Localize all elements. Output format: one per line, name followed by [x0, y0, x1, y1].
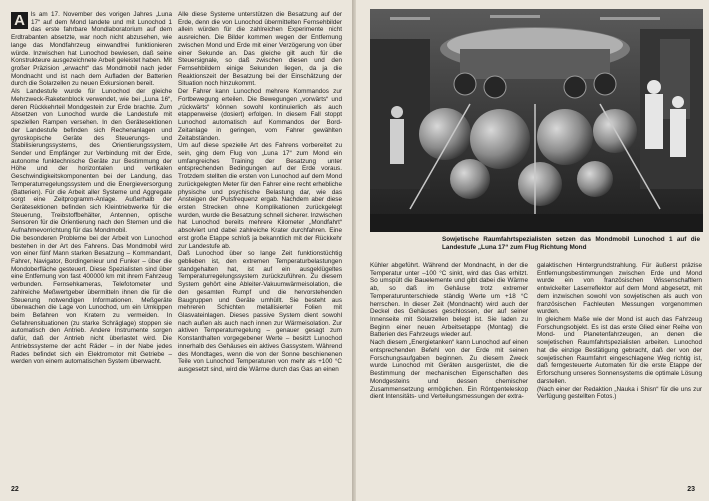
lunochod-photo: [370, 9, 703, 232]
paragraph: ls am 17. November des vorigen Jahres „Luna 17“ auf dem Mond landete und mit Lunochod 1 das erste fahrbare Mondlaboratorium auf dem Erdtrabanten absetzte, war noch nicht abzusehen, wie lange das Mondfahrzeug einwandfrei funktionieren würde. Inzwischen hat Lunochod bewiesen, daß seine Konstrukteure ausgezeichnete Arbeit geleistet haben. Mit großer Präzision „erwacht“ das Mondmobil nach jeder Mondnacht und ist nach dem Aufladen der Batterien durch die Solarzellen zu neuen Exkursionen bereit.: [11, 11, 172, 88]
page-number-left: 22: [11, 486, 19, 493]
paragraph: Um auf diese spezielle Art des Fahrens vorbereitet zu sein, ging dem Flug von „Luna 17“ zum Mond ein umfangreiches Training der Besatzung unter entsprechenden Bedingungen auf der Erde voraus. Trotzdem stellten die ersten von Lunochod auf dem Mond zurückgelegten Meter für den Fahrer eine recht erhebliche physische und psychische Belastung dar, wie das Ansteigen der Pulsfrequenz ergab. Nachdem aber diese ersten Strecken ohne Komplikationen zurückgelegt wurden, wurde die Besatzung schnell sicherer. Inzwischen hat Lunochod bereits mehrere Kilometer „Mondfahrt“ absolviert und dabei zahlreiche Krater durchfahren. Eine erst große Etappe schloß ja bekanntlich mit der Rückkehr zur Landestufe ab.: [178, 142, 342, 250]
right-page: [356, 0, 709, 501]
paragraph: Als Landestufe wurde für Lunochod der gleiche Mehrzweck-Raketenblock verwendet, wie bei „Luna 16“, deren Rückkehrteil Mondgestein zur Erde brachte. Zum Absetzen von Lunochod wurde die Landestufe mit speziellen Rampen versehen. In den Gerätesektionen der Landestufe befinden sich Rechenanlagen und gyroskopische Geräte des Steuerungs- und Stabilisierungssystems, des Orientierungssystem, Sender und Empfänger zur Verbindung mit der Erde, autonome funktechnische Geräte zur Bestimmung der Höhe und der horizontalen und vertikalen Geschwindigkeitskomponenten bei der Landung, das Temperaturregelungssystem und die Energieversorgung (Batterien). Für die Arbeit aller Systeme und Aggregate sorgt eine Zeitprogramm-Anlage. Außerhalb der Gerätesektionen befinden sich Kleintriebwerke für die Steuerung, Treibstoffbehälter, Antennen, optische Sensoren für die Orientierung nach den Sternen und die Aufnahmevorrichtung für das Mondmobil.: [11, 88, 172, 235]
left-column-1: [11, 11, 172, 366]
paragraph: galaktischen Hintergrundstrahlung. Für äußerst präzise Entfernungsbestimmungen zwischen Erde und Mond wurde ein von französischen Wissenschaftlern entwickelter Laserreflektor auf dem Mond abgesetzt, mit dem inzwischen sowohl von sowjetischen als auch von französischen Fachleuten Messungen vorgenommen wurden.: [537, 262, 702, 316]
paragraph: (Nach einer der Redaktion „Nauka i Shisn“ für die uns zur Verfügung gestellten Fotos.): [537, 385, 702, 401]
paragraph: Kühler abgeführt. Während der Mondnacht, in der die Temperatur unter –100 °C sinkt, wird das Gas erhitzt. So umspült die Bauelemente und gibt dabei die Wärme ab, so daß im Gehäuse trotz extremer Temperaturunterschiede ständig Werte um +18 °C herrschen. In dieser Zeit (Mondnacht) wird auch der Deckel des Gehäuses geschlossen, der auf seiner Innenseite mit Solarzellen belegt ist. Sie laden zu Beginn einer neuen Arbeitsetappe (Montag) die Batterien des Fahrzeugs wieder auf.: [370, 262, 528, 339]
page-number-right: 23: [687, 486, 695, 493]
photo-caption: Sowjetische Raumfahrtspezialisten setzen das Mondmobil Lunochod 1 auf die Landestufe „Luna 17“ zum Flug Richtung Mond: [442, 236, 700, 251]
right-column-2: [537, 262, 702, 401]
drop-cap: A: [11, 12, 28, 29]
left-column-2: [178, 11, 342, 374]
paragraph: Nach diesem „Energietanken“ kann Lunochod auf einen entsprechenden Befehl von der Erde mit seinen Forschungsaufgaben beginnen. Zu diesem Zweck wurde Lunochod mit Geräten ausgerüstet, die die Bestimmung der mechanischen Eigenschaften des Mondgesteins und dessen chemischer Zusammensetzung ermöglichen. Ein Röntgenteleskop dient Intensitäts- und Verteilungsmessungen der extra-: [370, 339, 528, 401]
paragraph: Alle diese Systeme unterstützen die Besatzung auf der Erde, denn die von Lunochod übermittelten Fernsehbilder allein würden für die zahlreichen Experimente nicht ausreichen. Die Bilder kommen wegen der Entfernung zwischen Mond und Erde mit einer Verzögerung von über einer Sekunde an. Das gleiche gilt auch für die Steuersignale, so daß zwischen diesen und den Fernsehbildern einige Sekunden liegen, da ja die Reaktionszeit der Besatzung bei der Einschätzung der Situation noch hinzukommt.: [178, 11, 342, 88]
paragraph: Die besonderen Probleme bei der Arbeit von Lunochod bestehen in der Art des Fahrens. Das Mondmobil wird von einer fünf Mann starken Besatzung – Kommandant, Fahrer, Navigator, Bordingenieur und Funker – über die Mondoberfläche gesteuert. Diese Spezialisten sind über eine Entfernung von fast 400000 km mit ihrem Fahrzeug verbunden. Fernsehkameras, Telefotometer und zahlreiche Meßwertgeber übermitteln ihnen die für die Steuerung notwendigen Informationen. Meßgeräte überwachen die Lage von Lunochod, um ein Umkippen beim Befahren von Kratern zu vermeiden. In Gefahrensituationen (zu starke Schräglage) stoppen sie automatisch den Antrieb. Andere Instrumente sorgen dafür, daß der Antrieb nicht überlastet wird. Die Antriebssysteme der acht Räder – in der Nabe jedes Rades befindet sich ein Elektromotor mit Getriebe – werden von einem automatischen System überwacht.: [11, 234, 172, 366]
paragraph: Daß Lunochod über so lange Zeit funktionstüchtig geblieben ist, den extremen Temperaturbelastungen standgehalten hat, ist auf ein ausgeklügeltes Temperaturregelungssystem zurückzuführen. Zu diesem System gehört eine Ableiter-Vakuumwärmeisolation, die den gesamten Rumpf und die hervorstehenden Baugruppen und Geräte umhüllt. Sie besteht aus mehreren Schichten metallisierter Folien mit Glasvateinlagen. Dieses passive System dient sowohl nach außen als auch nach innen zur Wärmeisolation. Zur aktiven Temperaturregelung – genauer gesagt zum Konstanthalten vorgegebener Werte – besitzt Lunochod innerhalb des Gehäuses ein aktives Gassystem. Während des Mondtages, wenn die von der Sonne beschienenen Teile von Lunochod Temperaturen von mehr als +100 °C ausgesetzt sind, wird die Wärme durch das Gas an einen: [178, 250, 342, 374]
paragraph: Der Fahrer kann Lunochod mehrere Kommandos zur Fortbewegung erteilen. Die Bewegungen „vorwärts“ und „rückwärts“ können sowohl kontinuierlich als auch etappenweise (dosiert) erfolgen. In diesem Fall stoppt Lunochod automatisch auf Kommandos der Bord-Zeitanlage in geringen, vom Fahrer gewählten Zeitabständen.: [178, 88, 342, 142]
right-column-1: [370, 262, 528, 401]
paragraph: In gleichem Maße wie der Mond ist auch das Fahrzeug Forschungsobjekt. Es ist das erste Glied einer Reihe von Mond- und Planetenfahrzeugen, an denen die sowjetischen Raumfahrtspezialisten arbeiten. Lunochod hat die einzige Bestätigung gebracht, daß der von der sowjetischen Raumfahrt eingeschlagene Weg richtig ist, daß ferngesteuerte Automaten für die erste Etappe der Erforschung unseres Sonnensystems die optimale Lösung darstellen.: [537, 316, 702, 385]
left-page: [0, 0, 352, 501]
